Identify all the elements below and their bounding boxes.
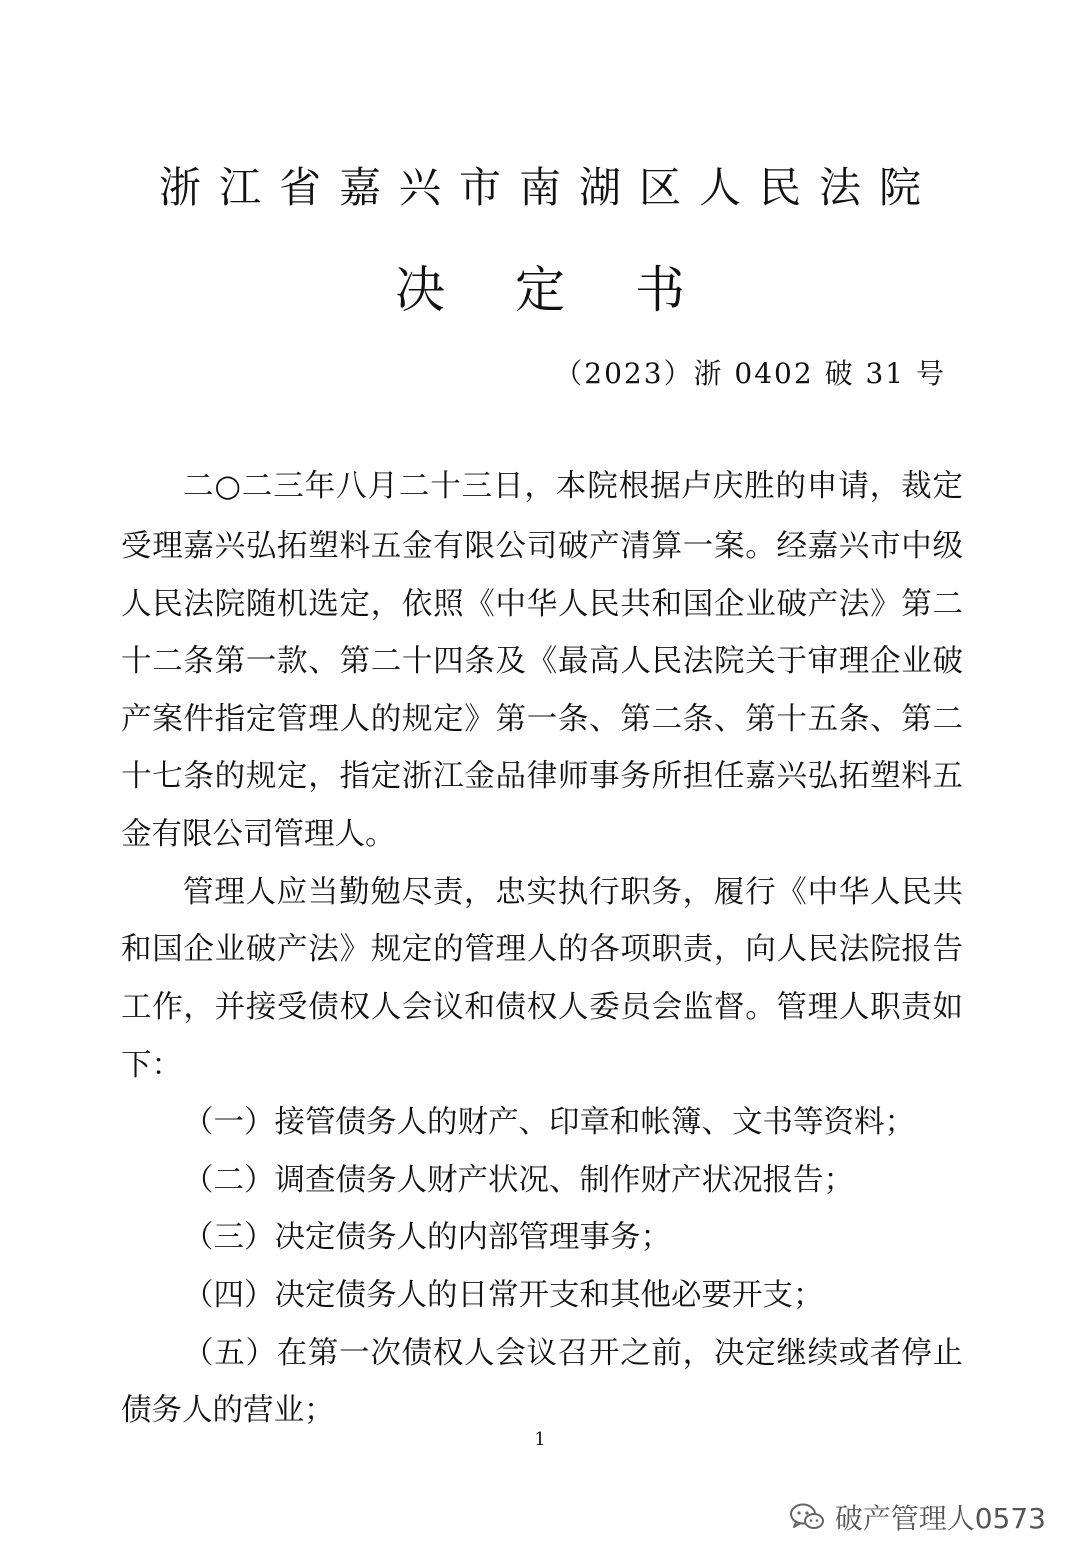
- body-line-3: 人民法院随机选定，依照《中华人民共和国企业破产法》第二: [121, 587, 963, 622]
- doc-title-char-3: 书: [635, 261, 685, 319]
- body-line-8: 管理人应当勤勉尽责，忠实执行职务，履行《中华人民共: [183, 875, 963, 910]
- page-number: 1: [534, 1429, 546, 1450]
- duty-item-5: （五）在第一次债权人会议召开之前，决定继续或者停止: [183, 1336, 963, 1371]
- body-line-7: 金有限公司管理人。: [121, 817, 396, 852]
- body-line-11: 下：: [121, 1048, 182, 1083]
- wechat-icon: [789, 1502, 825, 1532]
- duty-item-2: （二）调查债务人财产状况、制作财产状况报告；: [183, 1163, 854, 1198]
- duty-item-3: （三）决定债务人的内部管理事务；: [183, 1220, 671, 1255]
- body-line-6: 十七条的规定，指定浙江金品律师事务所担任嘉兴弘拓塑料五: [121, 759, 963, 794]
- document-title: [0, 258, 1080, 322]
- case-number: （2023）浙 0402 破 31 号: [554, 357, 946, 390]
- duty-item-4: （四）决定债务人的日常开支和其他必要开支；: [183, 1278, 824, 1313]
- watermark-text: 破产管理人0573: [834, 1502, 1046, 1535]
- court-name-heading: 浙江省嘉兴市南湖区人民法院: [158, 163, 939, 212]
- body-line-10: 工作，并接受债权人会议和债权人委员会监督。管理人职责如: [121, 990, 963, 1025]
- body-line-5: 产案件指定管理人的规定》第一条、第二条、第十五条、第二: [121, 702, 963, 737]
- body-line-1: 二○二三年八月二十三日，本院根据卢庆胜的申请，裁定: [183, 469, 963, 504]
- body-line-2: 受理嘉兴弘拓塑料五金有限公司破产清算一案。经嘉兴市中级: [121, 529, 963, 564]
- body-line-9: 和国企业破产法》规定的管理人的各项职责，向人民法院报告: [121, 932, 963, 967]
- doc-title-char-1: 决: [395, 261, 445, 319]
- doc-title-char-2: 定: [515, 261, 565, 319]
- body-line-4: 十二条第一款、第二十四条及《最高人民法院关于审理企业破: [121, 644, 963, 679]
- watermark: [789, 1497, 1046, 1537]
- duty-item-5-continued: 债务人的营业；: [121, 1393, 335, 1428]
- duty-item-1: （一）接管债务人的财产、印章和帐簿、文书等资料；: [183, 1105, 915, 1140]
